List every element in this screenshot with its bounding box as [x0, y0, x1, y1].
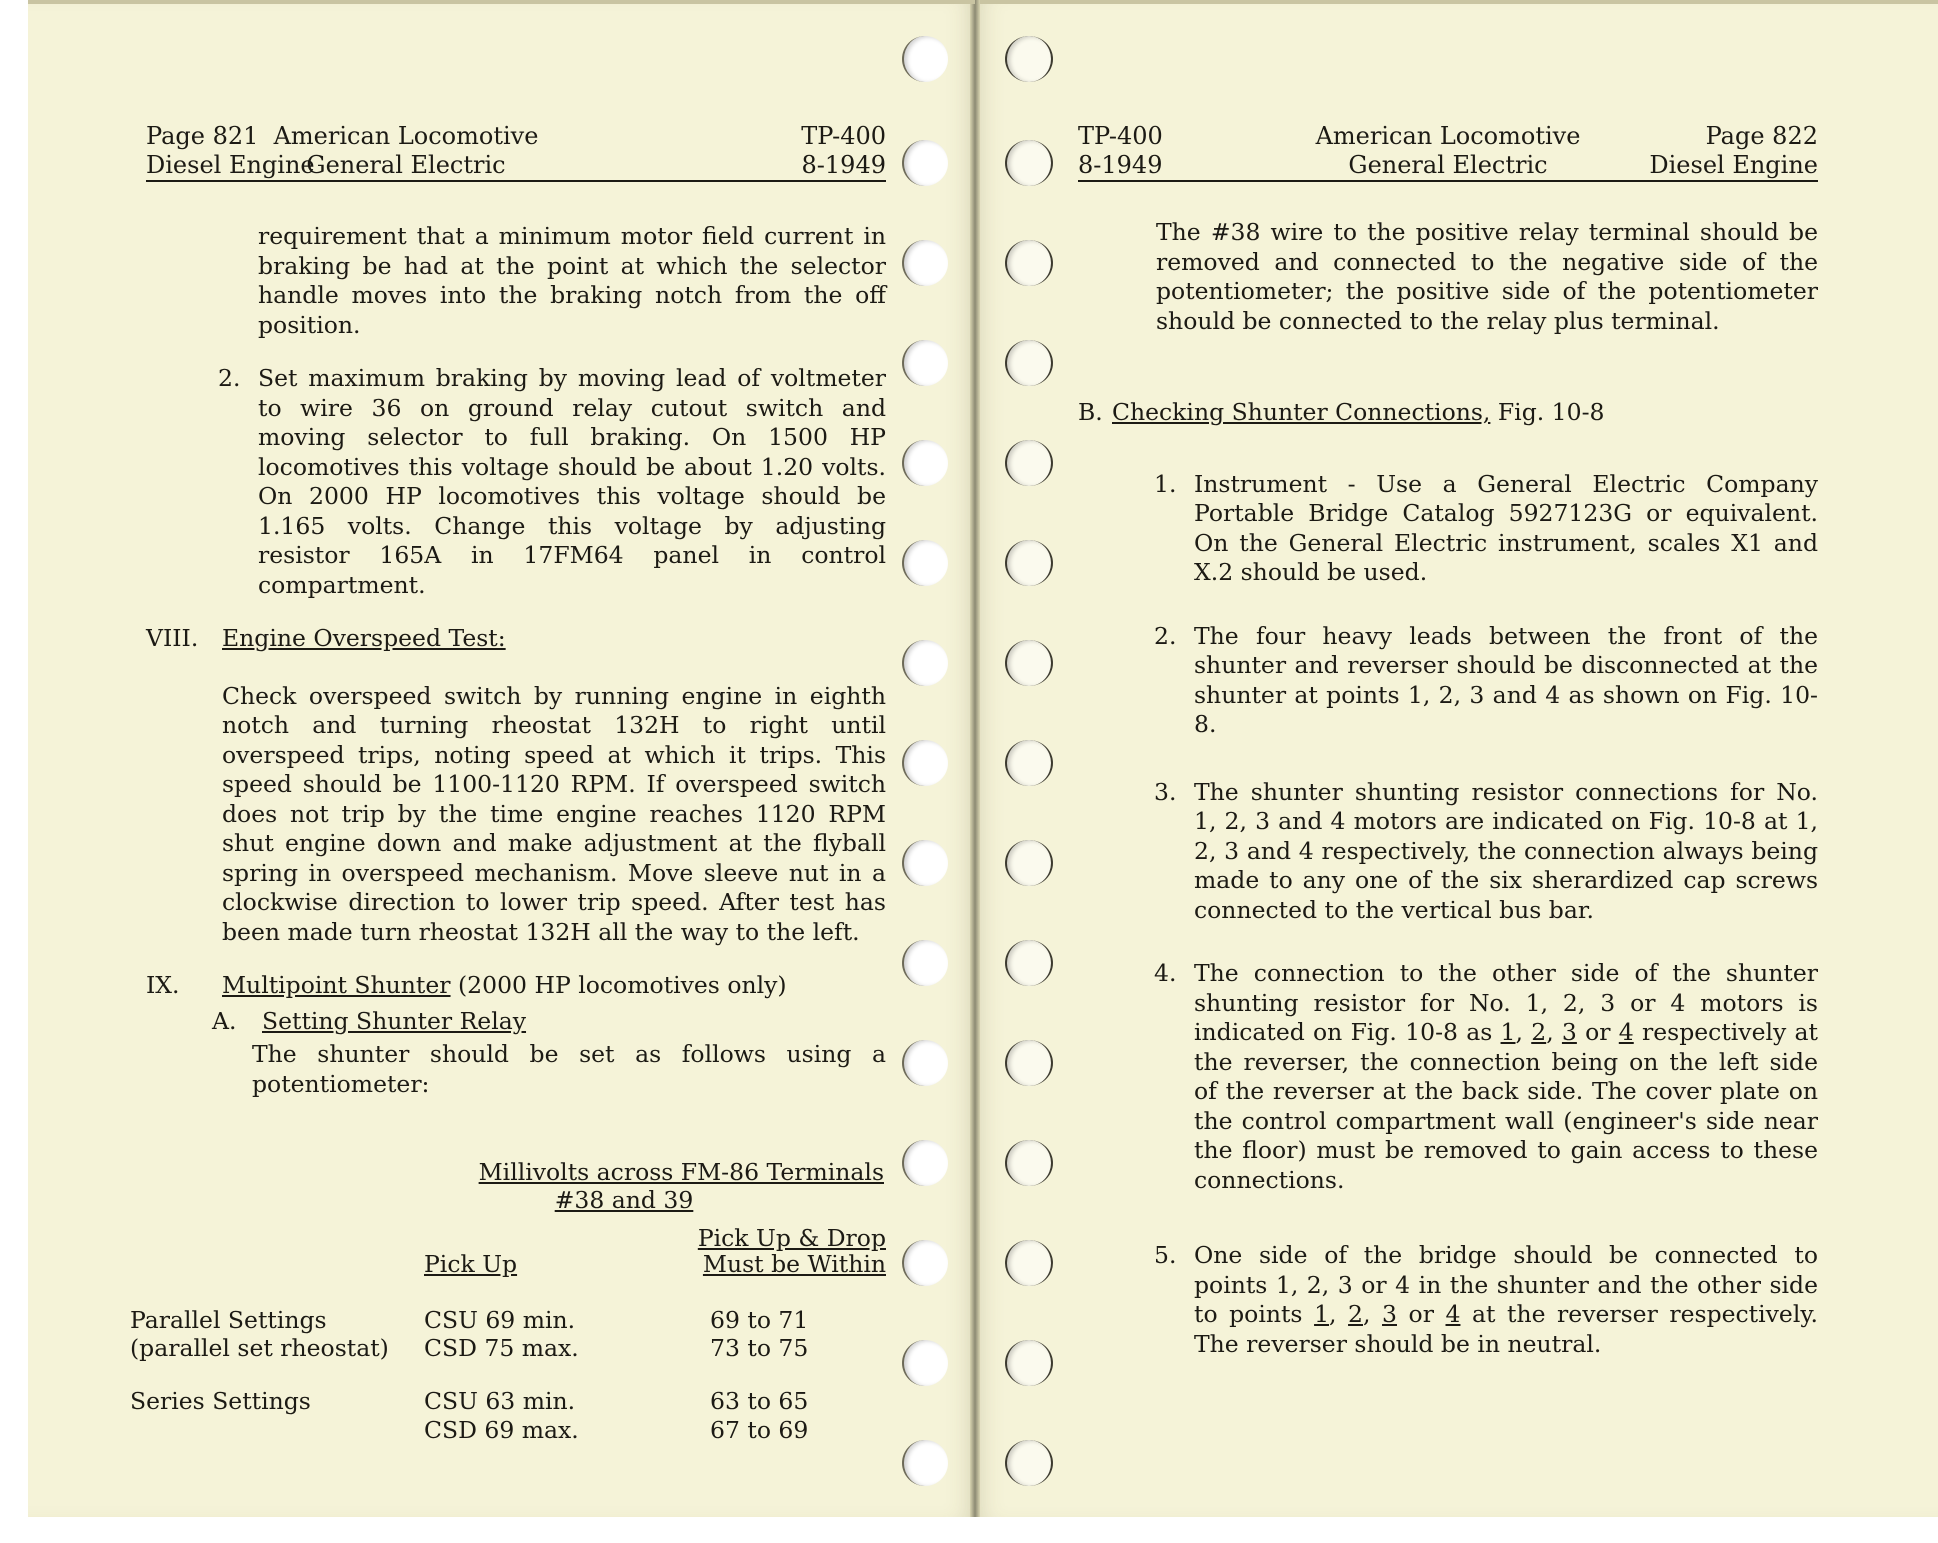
item-text-start: One side of the bridge should be connected to points 1, 2, 3 or 4 in the shunter and the other side to points	[1194, 1241, 1818, 1328]
binder-hole	[902, 440, 948, 486]
numbered-item	[218, 364, 886, 600]
header-subtitle: Diesel Engine	[146, 151, 315, 179]
binder-hole	[1005, 940, 1053, 986]
binder-hole	[902, 1340, 948, 1386]
subsection-label: B.	[1078, 398, 1103, 426]
terminal-mark: 4	[1445, 1300, 1461, 1328]
header-title-line2: General Electric	[306, 151, 506, 179]
column-header-within: Pick Up & Drop	[697, 1224, 886, 1252]
item-text: Set maximum braking by moving lead of voltmeter to wire 36 on ground relay cutout switch and moving selector to full braking. On 1500 HP locomotives this voltage should be about 1.20 volts. On 2000 HP locomotives this voltage should be 1.165 volts. Change this voltage by adjusting resistor 165A in 17FM64 panel in control compartment.	[258, 364, 886, 599]
item-number: 3.	[1154, 777, 1177, 806]
terminal-mark: 1	[1500, 1018, 1516, 1046]
item-text: Instrument - Use a General Electric Company Portable Bridge Catalog 5927123G or equivalent. On the General Electric instrument, scales X1 and X.2 should be used.	[1194, 469, 1818, 586]
header-title: American Locomotive	[273, 122, 539, 150]
binder-hole	[1005, 140, 1053, 186]
header-title: American Locomotive	[1315, 122, 1581, 150]
binder-hole	[1005, 36, 1053, 82]
left-page-header	[146, 122, 886, 182]
table-row-range: 69 to 71	[710, 1306, 809, 1334]
doc-number: TP-400	[1078, 122, 1163, 150]
continuation-paragraph: requirement that a minimum motor field current in braking be had at the point at which the selector handle moves into the braking notch from the off position.	[258, 222, 886, 339]
table-row-label: Parallel Settings	[130, 1306, 327, 1334]
page-number: Page 822	[1705, 122, 1818, 150]
section-title-suffix: (2000 HP locomotives only)	[458, 971, 787, 999]
item-text: The connection to the other side of the shunter shunting resistor for No. 1, 2, 3 or 4 motors is indicated on Fig. 10-8 as 1, 2, 3 or 4 respectively at the reverser, the connection being on the left side of the reverser at the back side. The cover plate on the control compartment wall (engineer's side near the floor) must be removed to gain access to these connections.	[1194, 959, 1818, 1194]
terminal-mark: 3	[1382, 1300, 1397, 1328]
right-body-text	[1078, 218, 1818, 1383]
binder-hole	[1005, 640, 1053, 686]
binder-hole	[1005, 540, 1053, 586]
binder-hole	[1005, 340, 1053, 386]
conjunction: or	[1585, 1018, 1611, 1046]
binder-hole	[1005, 740, 1053, 786]
doc-number: TP-400	[801, 122, 886, 150]
section-number: IX.	[146, 971, 180, 999]
binder-hole	[902, 840, 948, 886]
binder-hole	[902, 1240, 948, 1286]
subsection-title: Setting Shunter Relay	[262, 1006, 527, 1035]
header-title-line2: General Electric	[1348, 151, 1548, 179]
table-caption: Millivolts across FM-86 Terminals	[478, 1158, 884, 1186]
binder-hole	[902, 540, 948, 586]
item-number: 4.	[1154, 959, 1177, 987]
item-number: 2.	[218, 364, 241, 392]
table-row-range: 73 to 75	[710, 1334, 809, 1362]
binder-hole	[1005, 1440, 1053, 1486]
numbered-item	[1154, 470, 1818, 588]
right-page-header	[1078, 122, 1818, 182]
terminal-mark: 2	[1531, 1018, 1547, 1046]
section-heading	[146, 624, 886, 654]
column-header-pickup: Pick Up	[424, 1250, 518, 1278]
binder-hole	[902, 1440, 948, 1486]
item-text-start: The connection to the other side of the shunter shunting resistor for No. 1, 2, 3 or 4 motors is indicated on Fig. 10-8 as	[1194, 959, 1818, 1046]
right-page-top-edge	[980, 0, 1938, 4]
section-number: VIII.	[146, 624, 199, 652]
subsection-heading	[1078, 398, 1818, 428]
item-number: 1.	[1154, 469, 1177, 498]
binder-hole	[902, 1140, 948, 1186]
binder-hole	[902, 940, 948, 986]
binder-hole	[1005, 1140, 1053, 1186]
page-number: Page 821	[146, 122, 259, 150]
doc-date: 8-1949	[1078, 151, 1163, 179]
header-subtitle: Diesel Engine	[1649, 151, 1818, 179]
item-text: One side of the bridge should be connected to points 1, 2, 3 or 4 in the shunter and the other side to points 1, 2, 3 or 4 at the reverser respectively. The reverser should be in neutral.	[1194, 1241, 1818, 1358]
item-text-end: respectively at the reverser, the connection being on the left side of the reverser at the back side. The cover plate on the control compartment wall (engineer's side near the floor) must be removed to gain access to these connections.	[1194, 1018, 1818, 1194]
binder-hole	[902, 140, 948, 186]
table-row-label: Series Settings	[130, 1387, 311, 1415]
column-header-within-line2: Must be Within	[702, 1250, 886, 1278]
subsection-title: Checking Shunter Connections,	[1112, 398, 1491, 426]
table-row-value: CSD 69 max.	[424, 1416, 579, 1444]
numbered-item	[1154, 778, 1818, 926]
table-row-value: CSU 69 min.	[424, 1306, 576, 1334]
section-heading	[146, 971, 886, 1001]
item-number: 2.	[1154, 621, 1177, 650]
table-row-label: (parallel set rheostat)	[130, 1334, 389, 1362]
subsection-heading	[146, 1007, 886, 1037]
doc-date: 8-1949	[801, 151, 886, 179]
binder-hole	[1005, 1040, 1053, 1086]
table-row-value: CSU 63 min.	[424, 1387, 576, 1415]
table-row-range: 63 to 65	[710, 1387, 809, 1415]
binder-hole	[1005, 1240, 1053, 1286]
book-gutter	[970, 0, 980, 1517]
subsection-label: A.	[212, 1006, 237, 1035]
item-text: The shunter shunting resistor connections for No. 1, 2, 3 and 4 motors are indicated on Fig. 10-8 at 1, 2, 3 and 4 respectively, the connection always being made to any one of the six sherardized cap screws connected to the vertical bus bar.	[1194, 777, 1818, 924]
conjunction: or	[1408, 1300, 1434, 1328]
binder-hole	[1005, 840, 1053, 886]
table-caption-line2: #38 and 39	[554, 1186, 694, 1214]
table-row-range: 67 to 69	[710, 1416, 809, 1444]
terminal-mark: 3	[1561, 1018, 1577, 1046]
item-text: The four heavy leads between the front of the shunter and reverser should be disconnected at the shunter at points 1, 2, 3 and 4 as shown on Fig. 10-8.	[1194, 621, 1818, 738]
section-title: Multipoint Shunter	[222, 971, 451, 999]
binder-hole	[1005, 240, 1053, 286]
binder-hole	[902, 340, 948, 386]
item-text-end: at the reverser respectively. The reverser should be in neutral.	[1194, 1300, 1818, 1358]
binder-hole	[902, 36, 948, 82]
terminal-mark: 1	[1314, 1300, 1330, 1328]
binder-hole	[902, 740, 948, 786]
binder-hole	[902, 640, 948, 686]
left-body-text	[146, 222, 886, 1123]
binder-hole	[1005, 1340, 1053, 1386]
terminal-mark: 2	[1348, 1300, 1363, 1328]
terminal-mark: 4	[1618, 1018, 1634, 1046]
section-paragraph: Check overspeed switch by running engine in eighth notch and turning rheostat 132H to right until overspeed trips, noting speed at which it trips. This speed should be 1100-1120 RPM. If overspeed switch does not trip by the time engine reaches 1120 RPM shut engine down and make adjustment at the flyball spring in overspeed mechanism. Move sleeve nut in a clockwise direction to lower trip speed. After test has been made turn rheostat 132H all the way to the left.	[222, 681, 886, 946]
table-row-value: CSD 75 max.	[424, 1334, 579, 1362]
numbered-item	[1154, 1241, 1818, 1359]
binder-hole	[1005, 440, 1053, 486]
section-title: Engine Overspeed Test:	[222, 624, 506, 652]
numbered-item	[1154, 622, 1818, 740]
subsection-paragraph: The shunter should be set as follows using a potentiometer:	[252, 1040, 886, 1098]
subsection-figure-ref: Fig. 10-8	[1497, 398, 1605, 426]
binder-hole	[902, 240, 948, 286]
left-page-top-edge	[28, 0, 975, 4]
binder-hole	[902, 1040, 948, 1086]
numbered-item	[1154, 959, 1818, 1195]
continuation-paragraph: The #38 wire to the positive relay terminal should be removed and connected to the negative side of the potentiometer; the positive side of the potentiometer should be connected to the relay plus terminal.	[1156, 218, 1818, 335]
item-number: 5.	[1154, 1241, 1177, 1269]
